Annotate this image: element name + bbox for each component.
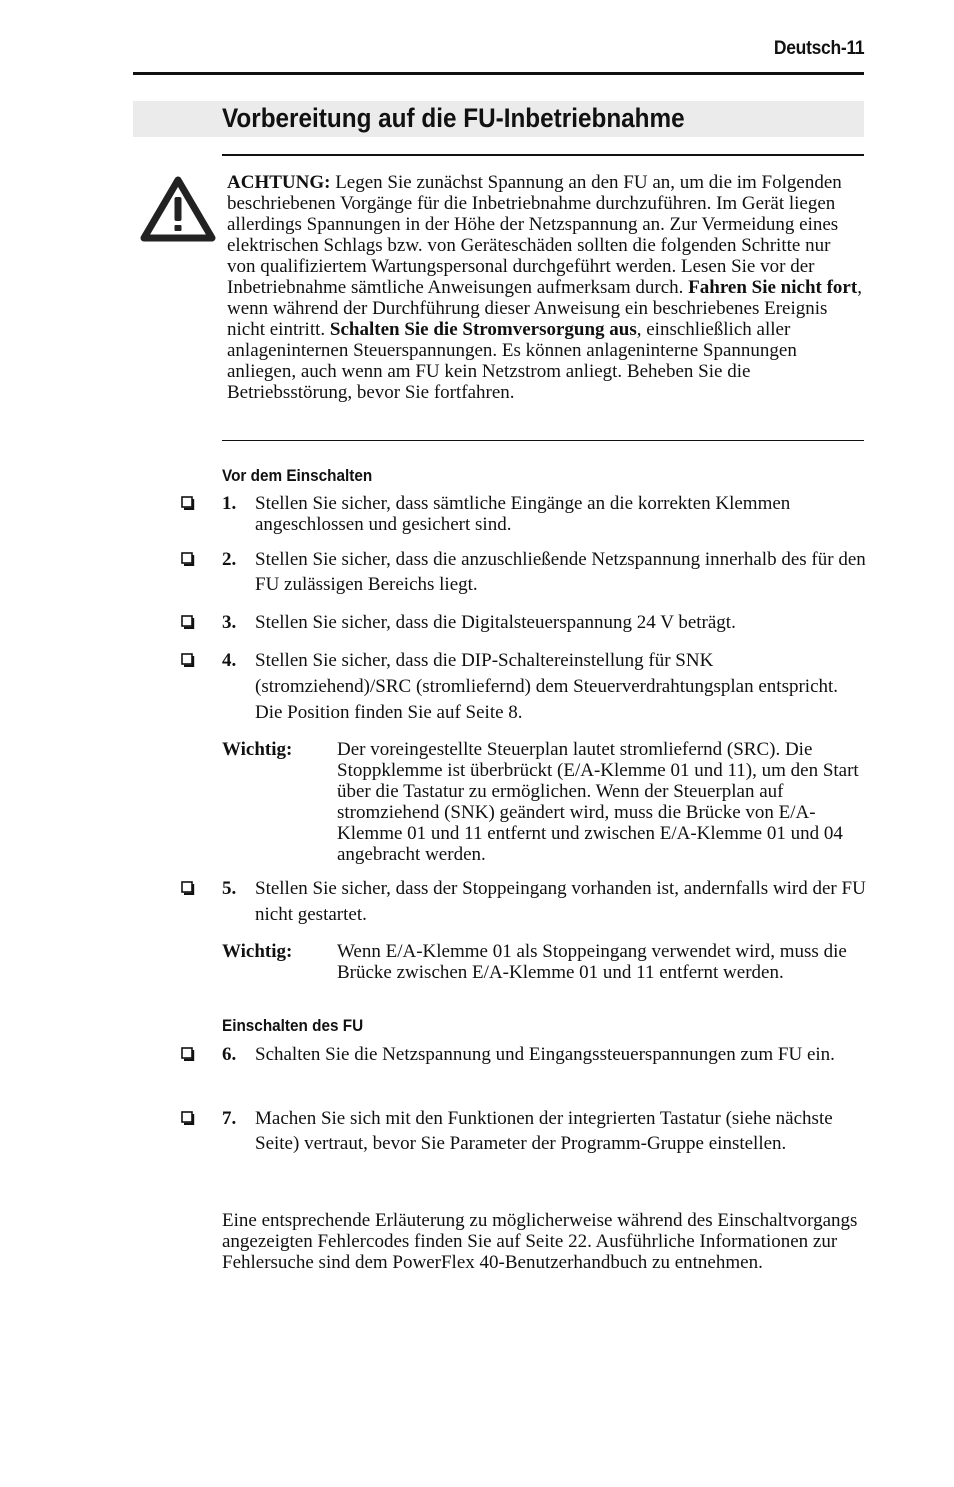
important-text: Wenn E/A-Klemme 01 als Stoppeingang verwendet wird, muss die Brücke zwischen E/A-Klemme 01 und 11 entfernt werden. [337,941,847,983]
caution-lead: ACHTUNG: [227,172,331,193]
important-label: Wichtig: [222,941,293,962]
section-title-bar [133,101,864,137]
checkbox-icon[interactable] [181,881,195,895]
subhead-before-power: Vor dem Einschalten [222,466,373,485]
step-text: Machen Sie sich mit den Funktionen der integrierten Tastatur (siehe nächste Seite) vertraut, bevor Sie Parameter der Programm-Gruppe einstellen. [255,1108,833,1154]
subhead-power-on: Einschalten des FU [222,1016,364,1035]
checkbox-icon[interactable] [181,653,195,667]
step-text: Stellen Sie sicher, dass die Digitalsteuerspannung 24 V beträgt. [255,612,736,633]
page-header [133,38,864,75]
step-text: Stellen Sie sicher, dass der Stoppeingang vorhanden ist, andernfalls wird der FU nicht gestartet. [255,878,866,925]
caution-bold-power-off: Schalten Sie die Stromversorgung aus [329,319,637,340]
closing-paragraph: Eine entsprechende Erläuterung zu möglicherweise während des Einschaltvorgangs angezeigten Fehlercodes finden Sie auf Seite 22. Ausführliche Informationen zur Fehlersuche sind dem PowerFlex 40-Benutzerhandbuch zu entnehmen. [222,1210,858,1273]
step-number: 5. [222,878,237,899]
caution-text-part1: Legen Sie zunächst Spannung an den FU an, um die im Folgenden beschriebenen Vorgänge für die Inbetriebnahme durchzuführen. Im Gerät liegen allerdings Spannungen in der Höhe der Netzspannung an. Zur Vermeidung eines elektrischen Schlags bzw. von Geräteschäden sollten die folgenden Schritte nur von qualifiziertem Wartungspersonal durchgeführt werden. Lesen Sie vor der Inbetriebnahme sämtliche Anweisungen aufmerksam durch. [227,172,842,298]
step-number: 7. [222,1108,237,1129]
checkbox-icon[interactable] [181,1111,195,1125]
caution-text-part3: , einschließlich aller anlageninternen Steuerspannungen. Es können anlageninterne Spannungen anliegen, auch wenn am FU kein Netzstrom anliegt. Beheben Sie die Betriebsstörung, bevor Sie fortfahren. [227,319,797,403]
important-label: Wichtig: [222,739,293,760]
checkbox-icon[interactable] [181,615,195,629]
caution-text [227,172,863,403]
step-number: 3. [222,612,237,633]
step-text: Schalten Sie die Netzspannung und Eingangssteuerspannungen zum FU ein. [255,1044,835,1065]
section-title: Vorbereitung auf die FU-Inbetriebnahme [222,103,685,133]
warning-triangle-icon [140,175,216,243]
step-number: 4. [222,650,237,671]
checkbox-icon[interactable] [181,1047,195,1061]
checkbox-icon[interactable] [181,552,195,566]
caution-text-part2: , wenn während der Durchführung dieser Anweisung ein beschriebenes Ereignis nicht eintritt. [227,277,862,340]
caution-box [222,154,864,441]
step-text: Stellen Sie sicher, dass die anzuschließende Netzspannung innerhalb des für den FU zulässigen Bereichs liegt. [255,549,866,595]
step-number: 6. [222,1044,237,1065]
checkbox-icon[interactable] [181,496,195,510]
caution-bold-dont-continue: Fahren Sie nicht fort [688,277,858,298]
step-text: Stellen Sie sicher, dass die DIP-Schaltereinstellung für SNK (stromziehend)/SRC (stromliefernd) dem Steuerverdrahtungsplan entspricht. Die Position finden Sie auf Seite 8. [255,650,839,723]
important-text: Der voreingestellte Steuerplan lautet stromliefernd (SRC). Die Stoppklemme ist überbrückt (E/A-Klemme 01 und 11), um den Start über die Tastatur zu ermöglichen. Wenn der Steuerplan auf stromziehend (SNK) geändert wird, muss die Brücke von E/A-Klemme 01 und 11 entfernt und zwischen E/A-Klemme 01 und 04 angebracht werden. [337,739,859,865]
page-label: Deutsch-11 [773,38,864,59]
step-text: Stellen Sie sicher, dass sämtliche Eingänge an die korrekten Klemmen angeschlossen und gesichert sind. [255,493,791,535]
step-number: 1. [222,493,237,514]
step-number: 2. [222,549,237,570]
